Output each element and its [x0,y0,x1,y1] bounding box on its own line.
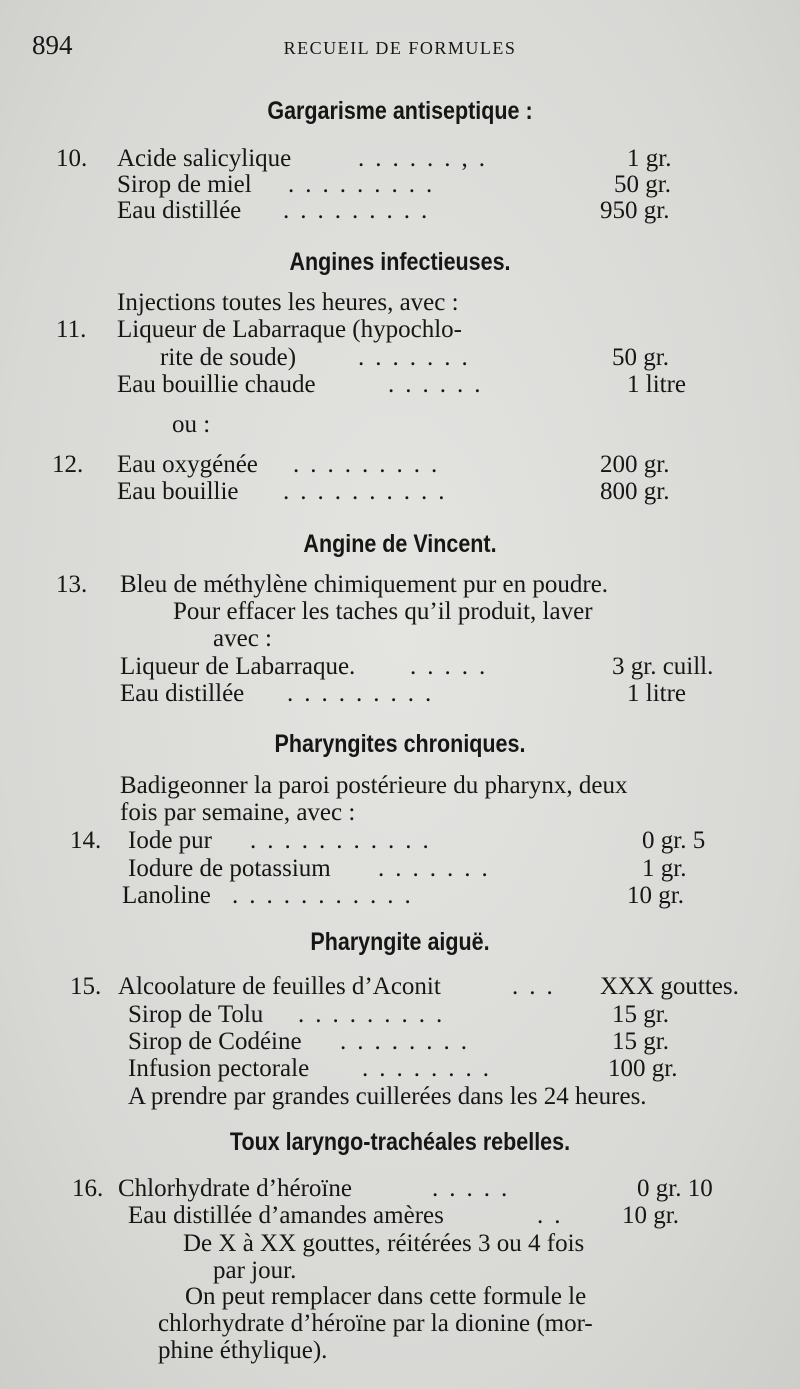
ingredient-quantity: 1 gr. [627,145,672,172]
ingredient-text: Eau oxygénée [117,451,258,478]
leader-dots: ........... [232,882,422,909]
ingredient-quantity: 1 litre [627,680,687,707]
ingredient-text: Lanoline [122,882,211,909]
ingredient-quantity: 1 litre [627,371,687,398]
ingredient-text: rite de soude) [160,344,297,371]
leader-dots: ...... [388,371,492,398]
note-text: On peut remplacer dans cette formule le [185,1283,587,1310]
ingredient-quantity: 200 gr. [600,451,670,478]
leader-dots: ..... [410,653,497,680]
note-text: chlorhydrate d’héroïne par la dionine (mor- [158,1310,593,1337]
ingredient-text: Infusion pectorale [128,1055,310,1082]
ingredient-text: Chlorhydrate d’héroïne [118,1175,352,1202]
instruction-text: avec : [213,625,272,652]
ingredient-quantity: 50 gr. [612,344,669,371]
instruction-text: fois par semaine, avec : [120,799,356,826]
ingredient-quantity: 50 gr. [614,171,671,198]
ingredient-quantity: 100 gr. [608,1055,678,1082]
section-heading-angines: Angines infectieuses. [289,248,511,276]
ingredient-text: Sirop de Codéine [128,1028,302,1055]
instruction-text: De X à XX gouttes, réitérées 3 ou 4 fois [183,1230,585,1257]
ingredient-text: Eau bouillie [117,478,239,505]
section-heading-toux: Toux laryngo-trachéales rebelles. [229,1128,571,1156]
section-heading-pharyngites: Pharyngites chroniques. [274,730,526,758]
ingredient-quantity: 15 gr. [612,1028,669,1055]
leader-dots: ....... [378,855,499,882]
ingredient-quantity: 10 gr. [627,882,684,909]
leader-dots: ......... [287,680,443,707]
note-text: phine éthylique). [158,1337,328,1364]
leader-dots: ..... [432,1175,519,1202]
ingredient-quantity: 950 gr. [600,197,670,224]
formula-number: 10. [56,145,88,172]
ingredient-text: Iodure de potassium [128,855,331,882]
leader-dots: ... [512,973,564,1000]
ingredient-quantity: 15 gr. [612,1001,669,1028]
instruction-text: par jour. [213,1257,297,1284]
leader-dots: ........... [250,827,440,854]
formula-number: 14. [70,827,102,854]
ingredient-text: Eau bouillie chaude [117,371,316,398]
ingredient-quantity: 800 gr. [600,478,670,505]
ingredient-text: Sirop de Tolu [128,1001,264,1028]
instruction-text: Pour effacer les taches qu’il produit, laver [173,598,593,625]
running-title: RECUEIL DE FORMULES [283,38,517,58]
ingredient-quantity: 1 gr. [642,855,687,882]
leader-dots: ......,. [358,145,496,172]
formula-number: 13. [56,571,88,598]
ingredient-text: Eau distillée d’amandes amères [128,1202,444,1229]
leader-dots: ......... [293,451,449,478]
ingredient-text: Acide salicylique [117,145,292,172]
formula-number: 16. [72,1175,104,1202]
leader-dots: ......... [298,1001,454,1028]
formula-number: 11. [56,316,87,343]
instruction-text: Injections toutes les heures, avec : [117,289,459,316]
page-number: 894 [32,30,73,60]
ingredient-quantity: 0 gr. 5 [642,827,706,854]
formula-number: 12. [52,451,84,478]
ingredient-text: Iode pur [128,827,212,854]
ingredient-text: Sirop de miel [117,171,252,198]
ingredient-text: Alcoolature de feuilles d’Aconit [118,973,441,1000]
ingredient-text: Eau distillée [117,197,242,224]
leader-dots: ........ [362,1055,500,1082]
section-heading-pharyngite-aigue: Pharyngite aiguë. [310,928,490,956]
ingredient-quantity: 3 gr. cuill. [612,653,714,680]
leader-dots: .. [537,1202,572,1229]
formula-number: 15. [70,973,102,1000]
ingredient-quantity: XXX gouttes. [600,973,739,1000]
leader-dots: ........ [340,1028,478,1055]
instruction-text: Badigeonner la paroi postérieure du pharynx, deux [120,772,628,799]
ingredient-quantity: 0 gr. 10 [637,1175,713,1202]
conjunction-text: ou : [172,411,211,438]
leader-dots: ......... [288,171,444,198]
ingredient-quantity: 10 gr. [622,1202,679,1229]
ingredient-text: Eau distillée [120,680,245,707]
leader-dots: .......... [283,478,456,505]
ingredient-text: Bleu de méthylène chimiquement pur en poudre. [120,571,609,598]
ingredient-text: Liqueur de Labarraque (hypochlo- [117,316,462,343]
section-heading-vincent: Angine de Vincent. [303,530,497,558]
section-heading-gargarisme: Gargarisme antiseptique : [267,97,533,125]
leader-dots: ......... [283,197,439,224]
page-header [0,30,800,64]
leader-dots: ....... [358,344,479,371]
instruction-text: A prendre par grandes cuillerées dans les 24 heures. [128,1083,647,1110]
ingredient-text: Liqueur de Labarraque. [120,653,356,680]
